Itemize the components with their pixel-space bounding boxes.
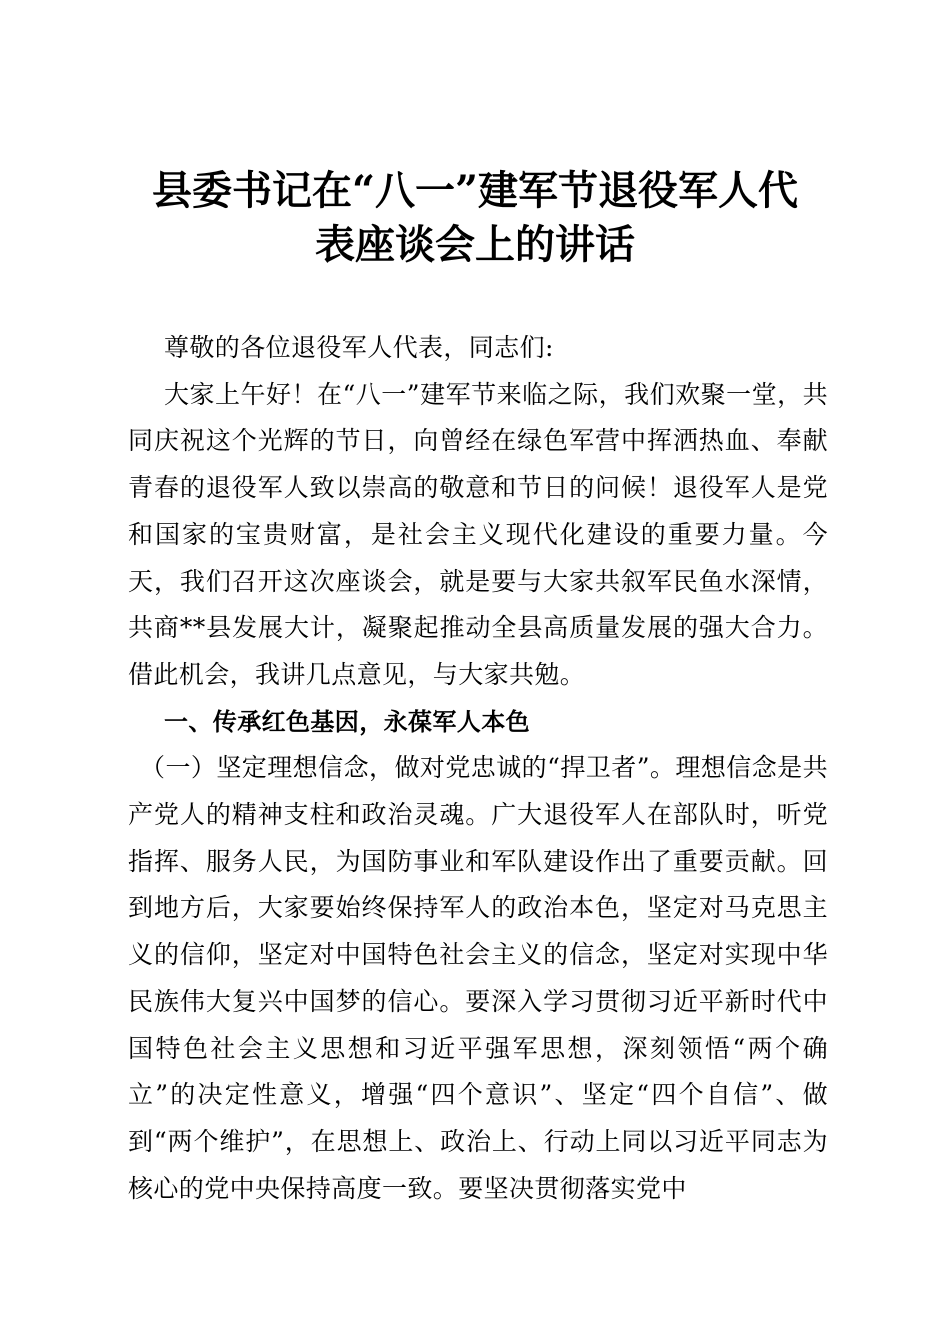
document-body — [128, 325, 828, 1212]
section-paragraph: （一）坚定理想信念，做对党忠诚的“捍卫者”。理想信念是共产党人的精神支柱和政治灵魂。广大退役军人在部队时，听党指挥、服务人民，为国防事业和军队建设作出了重要贡献。回到地方后，大家要始终保持军人的政治本色，坚定对马克思主义的信仰，坚定对中国特色社会主义的信念，坚定对实现中华民族伟大复兴中国梦的信心。要深入学习贯彻习近平新时代中国特色社会主义思想和习近平强军思想，深刻领悟“两个确立”的决定性意义，增强“四个意识”、坚定“四个自信”、做到“两个维护”，在思想上、政治上、行动上同以习近平同志为核心的党中央保持高度一致。要坚决贯彻落实党中 — [128, 753, 828, 1203]
title-line-2: 表座谈会上的讲话 — [315, 221, 635, 268]
title-line-1: 县委书记在“八一”建军节退役军人代 — [151, 167, 798, 214]
document-title — [118, 164, 832, 272]
section-heading: 一、传承红色基因，永葆军人本色 — [164, 707, 530, 736]
greeting-paragraph: 尊敬的各位退役军人代表，同志们: — [164, 333, 554, 362]
intro-paragraph: 大家上午好！在“八一”建军节来临之际，我们欢聚一堂，共同庆祝这个光辉的节日，向曾经在绿色军营中挥洒热血、奉献青春的退役军人致以崇高的敬意和节日的问候！退役军人是党和国家的宝贵财富，是社会主义现代化建设的重要力量。今天，我们召开这次座谈会，就是要与大家共叙军民鱼水深情，共商**县发展大计，凝聚起推动全县高质量发展的强大合力。借此机会，我讲几点意见，与大家共勉。 — [128, 379, 828, 689]
